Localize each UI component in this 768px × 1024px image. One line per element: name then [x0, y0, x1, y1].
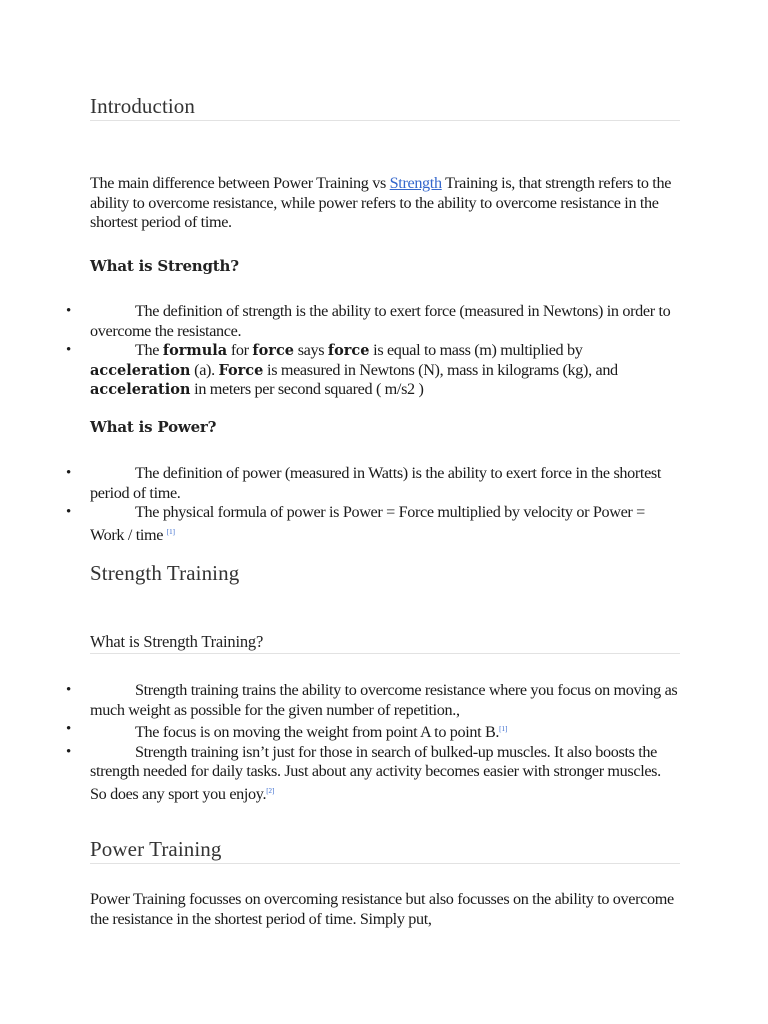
bullet-icon: • — [66, 682, 71, 698]
intro-paragraph — [90, 174, 680, 233]
bullet-icon: • — [66, 504, 71, 520]
list-item-text: The physical formula of power is Power = Force multiplied by velocity or Power = Work / time — [90, 503, 645, 544]
keyword: force — [252, 342, 294, 359]
text-run: is measured in Newtons (N), mass in kilograms (kg), and — [263, 360, 618, 379]
citation-link[interactable]: [1] — [499, 725, 508, 733]
keyword: Force — [218, 361, 264, 379]
what-is-power-heading: What is Power? — [90, 418, 217, 436]
text-run: is equal to mass (m) multiplied by — [369, 341, 583, 359]
list-item-text: Strength training trains the ability to overcome resistance where you focus on moving as much weight as possible for the given number of repetition., — [90, 681, 678, 719]
text-run: says — [294, 341, 328, 359]
text-run: (a). — [190, 360, 219, 379]
power-training-heading: Power Training — [90, 837, 680, 864]
citation-link[interactable]: [2] — [266, 786, 275, 795]
power-training-paragraph: Power Training focusses on overcoming resistance but also focusses on the ability to overcome the resistance in the shortest period of time. Simply put, — [90, 890, 674, 928]
text-run: The — [135, 341, 163, 359]
strength-training-list — [66, 681, 680, 804]
list-item — [66, 302, 680, 341]
list-item — [66, 681, 680, 720]
list-item — [66, 720, 680, 743]
keyword: force — [327, 342, 370, 359]
list-item — [66, 341, 680, 400]
bullet-icon: • — [66, 743, 71, 760]
what-is-strength-training-heading: What is Strength Training? — [90, 632, 680, 654]
strength-link[interactable]: Strength — [389, 174, 442, 192]
bullet-icon: • — [66, 303, 71, 319]
list-item-text: The focus is on moving the weight from point A to point B. — [135, 723, 500, 741]
power-definition-list — [66, 464, 680, 545]
text-run: for — [227, 341, 253, 359]
list-item-text: Strength training isn’t just for those in search of bulked-up muscles. It also boosts the strength needed for daily tasks. Just about any activity becomes easier with stronger muscles. So does any sport you enjoy. — [90, 742, 661, 803]
strength-definition-list — [66, 302, 680, 400]
keyword: formula — [162, 342, 228, 359]
bullet-icon: • — [66, 342, 71, 358]
citation-link[interactable]: [1] — [166, 527, 175, 536]
intro-heading: Introduction — [90, 94, 680, 121]
keyword: acceleration — [90, 381, 191, 398]
what-is-strength-heading: What is Strength? — [90, 257, 239, 275]
bullet-icon: • — [66, 721, 71, 737]
intro-text-before-link: The main difference between Power Training vs — [90, 174, 390, 192]
list-item-text: The definition of strength is the ability to exert force (measured in Newtons) in order to overcome the resistance. — [90, 302, 671, 340]
intro-text-after-link: Training is, that strength refers to the ability to overcome resistance, while power refers to the ability to overcome resistance in the shortest period of time. — [90, 174, 672, 231]
strength-training-heading: Strength Training — [90, 561, 240, 585]
list-item — [66, 464, 680, 503]
keyword: acceleration — [90, 361, 191, 379]
list-item — [66, 503, 680, 545]
list-item-text: The definition of power (measured in Watts) is the ability to exert force in the shortest period of time. — [90, 464, 662, 502]
bullet-icon: • — [66, 465, 71, 481]
list-item — [66, 742, 680, 805]
text-run: in meters per second squared ( m/s2 ) — [190, 380, 424, 398]
